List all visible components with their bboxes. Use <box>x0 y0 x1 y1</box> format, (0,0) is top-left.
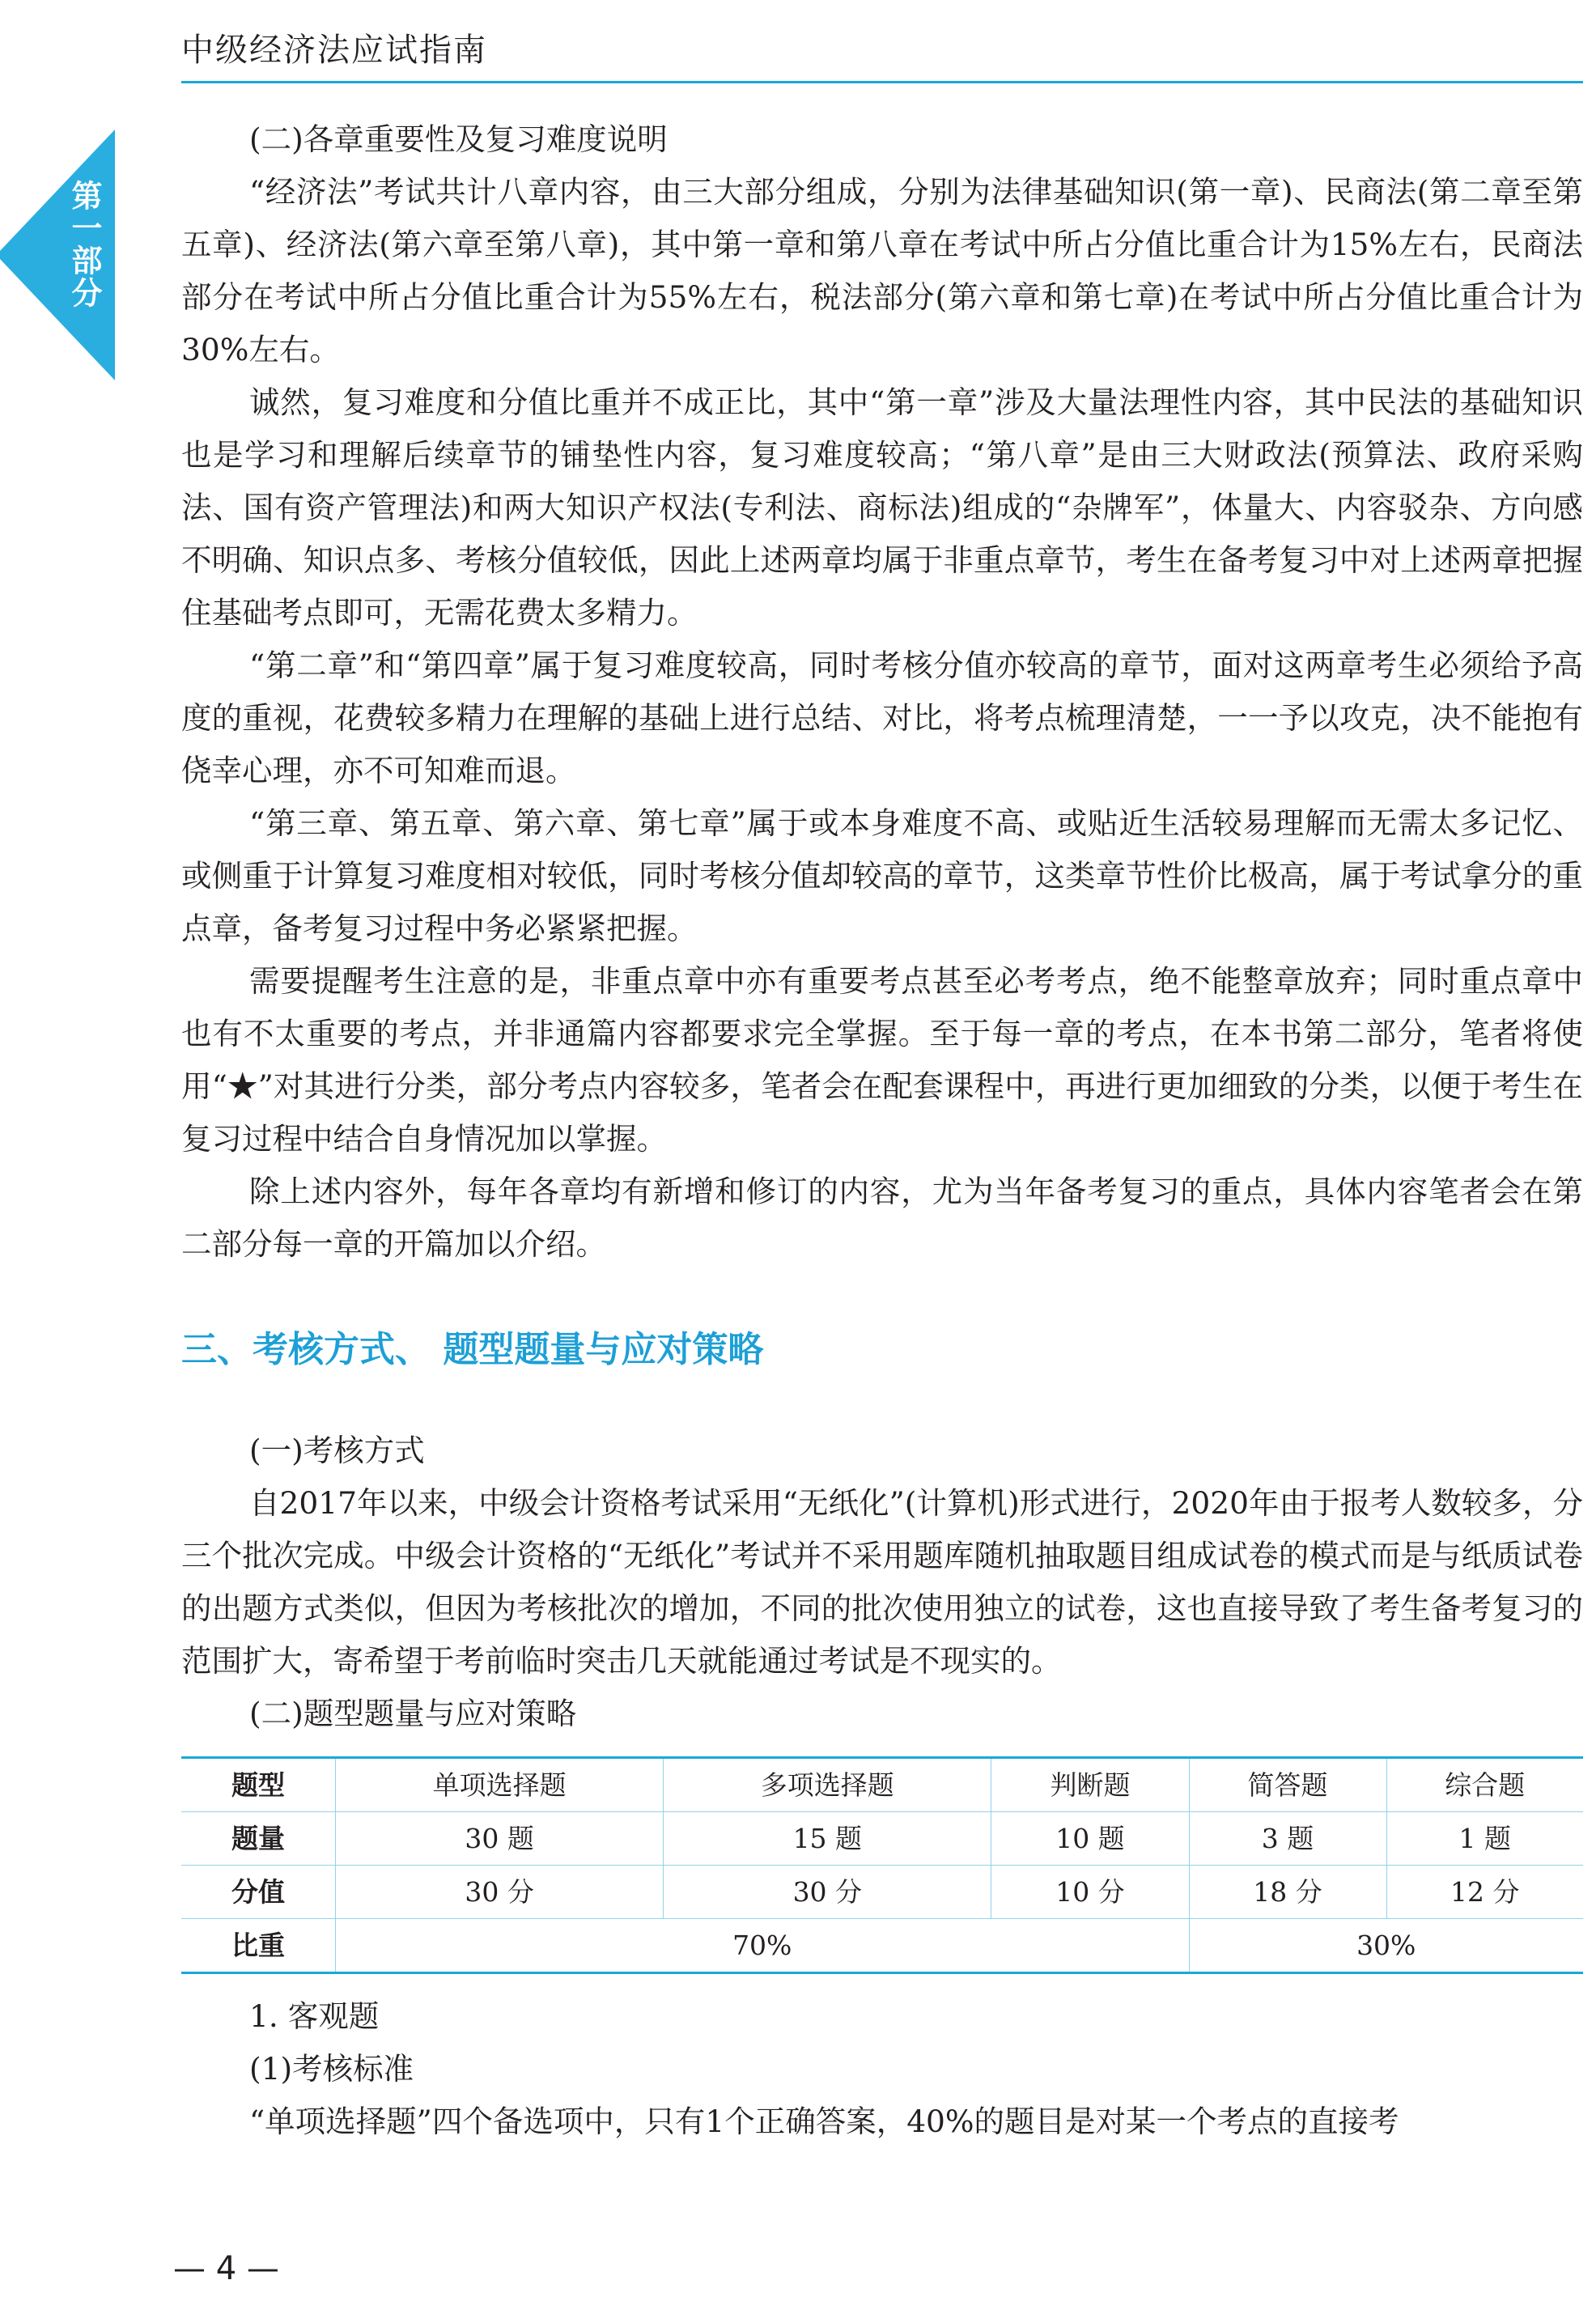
table-row-header: 比重 <box>231 1930 285 1961</box>
subheading: (二)各章重要性及复习难度说明 <box>249 121 668 157</box>
subheading: (1)考核标准 <box>249 2051 414 2087</box>
body-paragraph: 需要提醒考生注意的是，非重点章中亦有重要考点甚至必考考点，绝不能整章放弃；同时重点章中也有不太重要的考点，并非通篇内容都要求完全掌握。至于每一章的考点，在本书第二部分，笔者将使用“★”对其进行分类，部分考点内容较多，笔者会在配套课程中，再进行更加细致的分类，以便于考生在复习过程中结合自身情况加以掌握。 <box>181 963 1583 1157</box>
table-row <box>181 1866 1583 1919</box>
page-body <box>181 113 1583 2148</box>
table-cell: 10 分 <box>991 1866 1189 1919</box>
table-row-header: 题型 <box>181 1758 336 1812</box>
table-row <box>181 1812 1583 1866</box>
body-paragraph: “单项选择题”四个备选项中，只有1个正确答案，40%的题目是对某一个考点的直接考 <box>249 2104 1399 2139</box>
table-cell: 30 分 <box>664 1866 991 1919</box>
subheading: 1. 客观题 <box>249 1998 380 2034</box>
table-cell: 1 题 <box>1386 1812 1583 1866</box>
section-heading: 三、考核方式、 题型题量与应对策略 <box>181 1329 764 1370</box>
table-cell: 3 题 <box>1189 1812 1386 1866</box>
table-cell: 综合题 <box>1386 1758 1583 1812</box>
table-cell: 30 分 <box>336 1866 664 1919</box>
table-cell: 多项选择题 <box>664 1758 991 1812</box>
body-paragraph: “经济法”考试共计八章内容，由三大部分组成，分别为法律基础知识(第一章)、民商法(第二章至第五章)、经济法(第六章至第八章)，其中第一章和第八章在考试中所占分值比重合计为15%左右，民商法部分在考试中所占分值比重合计为55%左右，税法部分(第六章和第七章)在考试中所占分值比重合计为30%左右。 <box>181 174 1583 367</box>
body-paragraph: 除上述内容外，每年各章均有新增和修订的内容，尤为当年备考复习的重点，具体内容笔者会在第二部分每一章的开篇加以介绍。 <box>181 1174 1583 1262</box>
body-paragraph: “第三章、第五章、第六章、第七章”属于或本身难度不高、或贴近生活较易理解而无需太多记忆、或侧重于计算复习难度相对较低，同时考核分值却较高的章节，这类章节性价比极高，属于考试拿分的重点章，备考复习过程中务必紧紧把握。 <box>181 805 1583 946</box>
table-row <box>181 1919 1583 1973</box>
body-paragraph: 自2017年以来，中级会计资格考试采用“无纸化”(计算机)形式进行，2020年由于报考人数较多，分三个批次完成。中级会计资格的“无纸化”考试并不采用题库随机抽取题目组成试卷的模式而是与纸质试卷的出题方式类似，但因为考核批次的增加，不同的批次使用独立的试卷，这也直接导致了考生备考复习的范围扩大，寄希望于考前临时突击几天就能通过考试是不现实的。 <box>181 1485 1583 1679</box>
table-cell: 30 题 <box>336 1812 664 1866</box>
table-cell: 15 题 <box>664 1812 991 1866</box>
table-cell: 18 分 <box>1189 1866 1386 1919</box>
table-cell: 判断题 <box>991 1758 1189 1812</box>
page-number: — 4 — <box>173 2250 279 2287</box>
table-row-header: 分值 <box>181 1866 336 1919</box>
table-cell: 单项选择题 <box>336 1758 664 1812</box>
subheading: (二)题型题量与应对策略 <box>249 1696 577 1731</box>
side-tab-label: 第一部分 <box>66 180 102 309</box>
running-header: 中级经济法应试指南 <box>181 32 487 69</box>
table-cell: 简答题 <box>1189 1758 1386 1812</box>
question-type-table <box>181 1756 1583 1974</box>
table-row <box>181 1758 1583 1812</box>
table-cell: 70% <box>336 1919 1190 1973</box>
body-paragraph: “第二章”和“第四章”属于复习难度较高，同时考核分值亦较高的章节，面对这两章考生必须给予高度的重视，花费较多精力在理解的基础上进行总结、对比，将考点梳理清楚，一一予以攻克，决不能抱有侥幸心理，亦不可知难而退。 <box>181 647 1583 788</box>
table-cell: 30% <box>1189 1919 1583 1973</box>
subheading: (一)考核方式 <box>249 1433 425 1468</box>
header-rule <box>181 81 1583 83</box>
table-row-header: 题量 <box>181 1812 336 1866</box>
table-cell: 12 分 <box>1386 1866 1583 1919</box>
body-paragraph: 诚然，复习难度和分值比重并不成正比，其中“第一章”涉及大量法理性内容，其中民法的基础知识也是学习和理解后续章节的铺垫性内容，复习难度较高；“第八章”是由三大财政法(预算法、政府采购法、国有资产管理法)和两大知识产权法(专利法、商标法)组成的“杂牌军”，体量大、内容驳杂、方向感不明确、知识点多、考核分值较低，因此上述两章均属于非重点章节，考生在备考复习中对上述两章把握住基础考点即可，无需花费太多精力。 <box>181 384 1583 631</box>
table-cell: 10 题 <box>991 1812 1189 1866</box>
